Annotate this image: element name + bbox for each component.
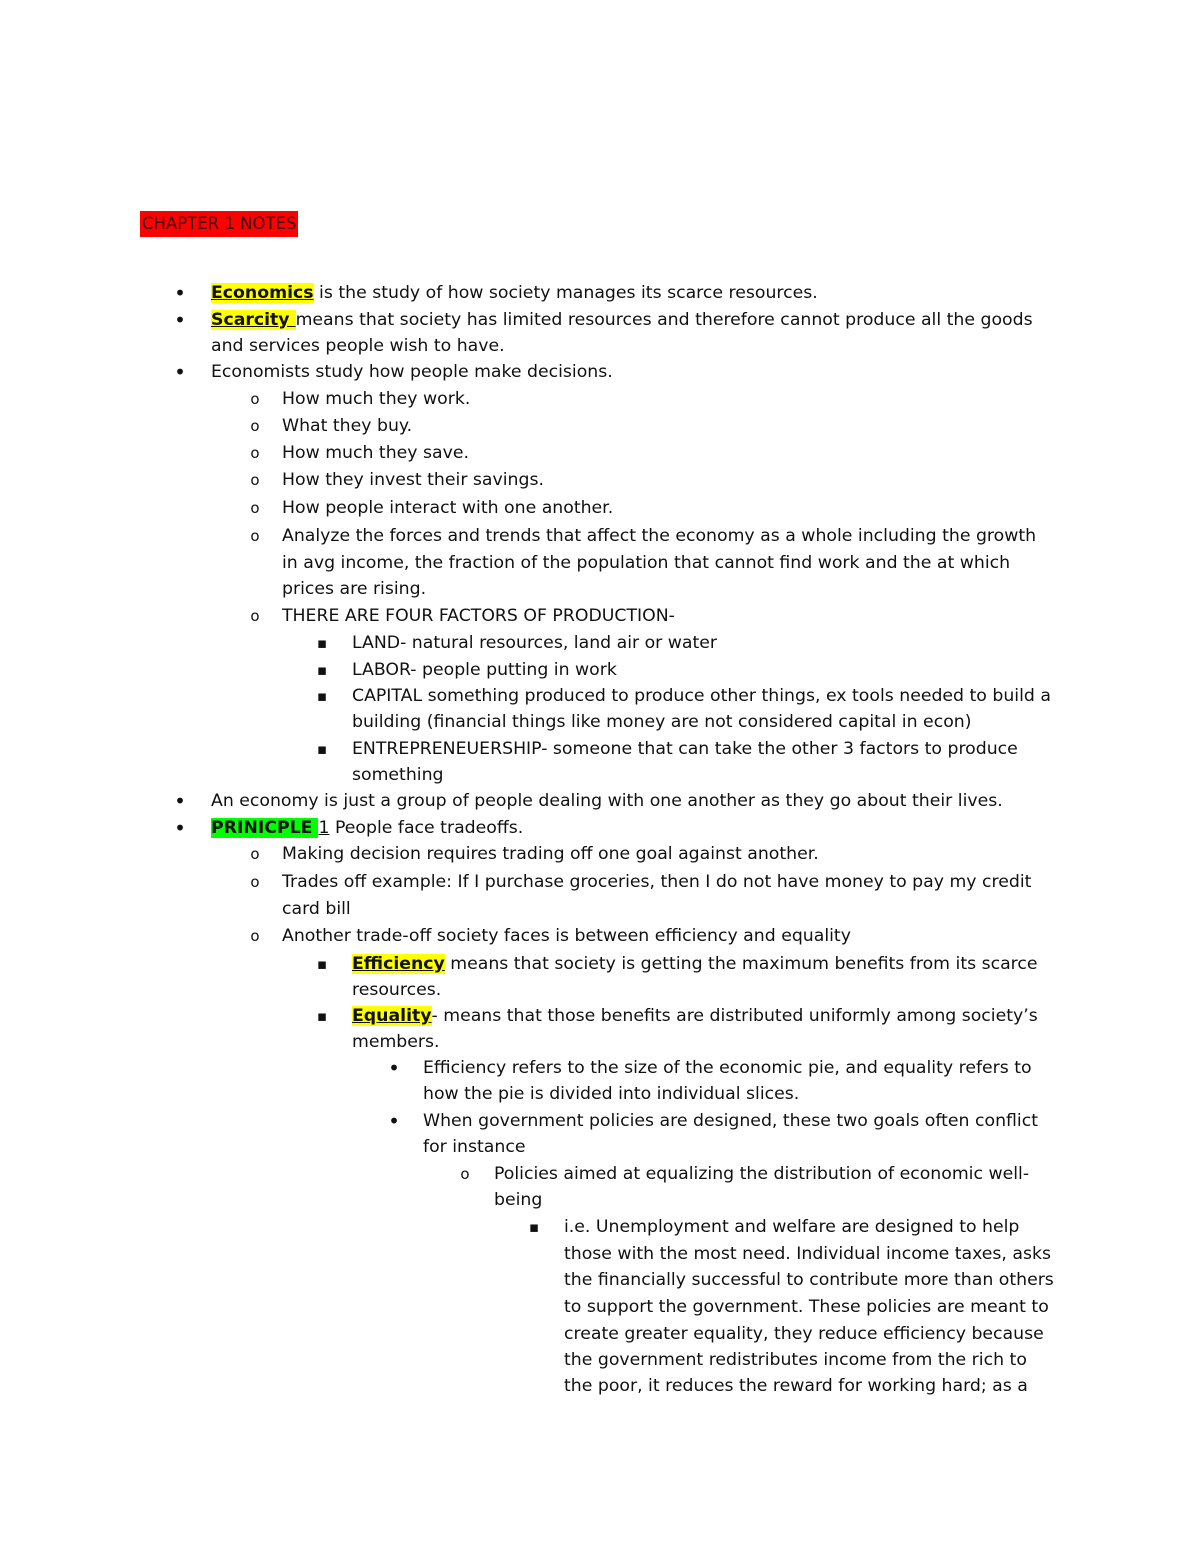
note-line bbox=[564, 1268, 1054, 1292]
square-bullet-icon bbox=[312, 684, 332, 708]
note-text: Making decision requires trading off one goal against another. bbox=[282, 844, 819, 864]
circle-bullet-icon bbox=[245, 524, 265, 548]
note-text: Economists study how people make decisions. bbox=[211, 362, 613, 382]
note-text: and services people wish to have. bbox=[211, 336, 505, 356]
note-text: LAND- natural resources, land air or water bbox=[352, 633, 718, 653]
note-line bbox=[423, 1082, 799, 1106]
note-line bbox=[423, 1135, 525, 1159]
note-line bbox=[352, 1030, 440, 1054]
square-bullet-icon bbox=[312, 631, 332, 655]
note-text: in avg income, the fraction of the population that cannot find work and the at which bbox=[282, 553, 1011, 573]
note-text: card bill bbox=[282, 899, 351, 919]
note-text: ENTREPRENEUERSHIP- someone that can take the other 3 factors to produce bbox=[352, 739, 1018, 759]
note-line bbox=[211, 789, 1003, 813]
note-line bbox=[211, 816, 523, 840]
note-line bbox=[352, 684, 1051, 708]
note-text: something bbox=[352, 765, 444, 785]
note-line bbox=[282, 551, 1010, 575]
principle-label: PRINICPLE bbox=[211, 818, 319, 838]
note-line bbox=[211, 308, 1033, 332]
note-line bbox=[352, 952, 1038, 976]
note-text: How they invest their savings. bbox=[282, 470, 544, 490]
note-line bbox=[282, 924, 851, 948]
note-text: When government policies are designed, these two goals often conflict bbox=[423, 1111, 1038, 1131]
note-line bbox=[564, 1242, 1051, 1266]
note-text: create greater equality, they reduce efficiency because bbox=[564, 1324, 1044, 1344]
note-line bbox=[282, 577, 426, 601]
note-text: An economy is just a group of people dealing with one another as they go about their lives. bbox=[211, 791, 1003, 811]
circle-bullet-icon bbox=[245, 924, 265, 948]
highlighted-term: Efficiency bbox=[352, 954, 445, 974]
circle-bullet-icon bbox=[455, 1162, 475, 1186]
note-text: How people interact with one another. bbox=[282, 498, 614, 518]
bullet-icon bbox=[384, 1109, 404, 1133]
page-title: CHAPTER 1 NOTES bbox=[140, 211, 298, 237]
bullet-icon bbox=[170, 281, 190, 305]
circle-bullet-icon bbox=[245, 870, 265, 894]
highlighted-term: Equality bbox=[352, 1006, 432, 1026]
circle-bullet-icon bbox=[245, 604, 265, 628]
note-line bbox=[423, 1056, 1032, 1080]
note-line bbox=[564, 1295, 1049, 1319]
note-line bbox=[352, 763, 444, 787]
note-text: prices are rising. bbox=[282, 579, 427, 599]
note-text: the government redistributes income from the rich to bbox=[564, 1350, 1027, 1370]
note-line bbox=[352, 710, 971, 734]
note-text: People face tradeoffs. bbox=[329, 818, 524, 838]
note-text: Analyze the forces and trends that affect the economy as a whole including the growth bbox=[282, 526, 1037, 546]
square-bullet-icon bbox=[312, 658, 332, 682]
highlighted-term: Economics bbox=[211, 283, 314, 303]
note-text: means that society is getting the maximum benefits from its scarce bbox=[444, 954, 1038, 974]
bullet-icon bbox=[170, 816, 190, 840]
note-text: What they buy. bbox=[282, 416, 413, 436]
note-line bbox=[423, 1109, 1038, 1133]
circle-bullet-icon bbox=[245, 842, 265, 866]
note-text: is the study of how society manages its scarce resources. bbox=[313, 283, 818, 303]
principle-number: 1 bbox=[318, 818, 330, 838]
note-line bbox=[352, 737, 1018, 761]
note-line bbox=[282, 897, 351, 921]
note-text: Efficiency refers to the size of the economic pie, and equality refers to bbox=[423, 1058, 1032, 1078]
note-text: means that society has limited resources and therefore cannot produce all the goods bbox=[295, 310, 1033, 330]
note-line bbox=[211, 281, 818, 305]
square-bullet-icon bbox=[524, 1215, 544, 1239]
circle-bullet-icon bbox=[245, 468, 265, 492]
note-line bbox=[564, 1348, 1027, 1372]
bullet-icon bbox=[170, 360, 190, 384]
note-text: How much they work. bbox=[282, 389, 471, 409]
circle-bullet-icon bbox=[245, 441, 265, 465]
note-text: CAPITAL something produced to produce other things, ex tools needed to build a bbox=[352, 686, 1051, 706]
note-text: the financially successful to contribute more than others bbox=[564, 1270, 1054, 1290]
note-text: Another trade-off society faces is between efficiency and equality bbox=[282, 926, 851, 946]
note-line bbox=[282, 842, 819, 866]
note-text: being bbox=[494, 1190, 543, 1210]
note-line bbox=[564, 1374, 1028, 1398]
note-text: those with the most need. Individual income taxes, asks bbox=[564, 1244, 1052, 1264]
note-line bbox=[352, 631, 717, 655]
note-text: i.e. Unemployment and welfare are designed to help bbox=[564, 1217, 1020, 1237]
note-text: how the pie is divided into individual slices. bbox=[423, 1084, 800, 1104]
note-line bbox=[211, 334, 505, 358]
note-text: - means that those benefits are distributed uniformly among society’s bbox=[431, 1006, 1038, 1026]
note-line bbox=[352, 658, 617, 682]
bullet-icon bbox=[384, 1056, 404, 1080]
note-text: to support the government. These policies are meant to bbox=[564, 1297, 1049, 1317]
note-line bbox=[282, 441, 469, 465]
note-line bbox=[352, 978, 441, 1002]
note-line bbox=[352, 1004, 1038, 1028]
note-line bbox=[211, 360, 613, 384]
note-line bbox=[282, 414, 412, 438]
circle-bullet-icon bbox=[245, 496, 265, 520]
note-line bbox=[564, 1215, 1019, 1239]
note-line bbox=[494, 1188, 542, 1212]
note-text: LABOR- people putting in work bbox=[352, 660, 617, 680]
note-line bbox=[282, 496, 613, 520]
square-bullet-icon bbox=[312, 952, 332, 976]
note-line bbox=[282, 468, 544, 492]
note-line bbox=[282, 604, 675, 628]
note-line bbox=[282, 870, 1031, 894]
bullet-icon bbox=[170, 308, 190, 332]
bullet-icon bbox=[170, 789, 190, 813]
square-bullet-icon bbox=[312, 1004, 332, 1028]
circle-bullet-icon bbox=[245, 414, 265, 438]
note-line bbox=[282, 387, 470, 411]
note-text: How much they save. bbox=[282, 443, 469, 463]
note-text: for instance bbox=[423, 1137, 526, 1157]
highlighted-term: Scarcity bbox=[211, 310, 296, 330]
note-line bbox=[564, 1322, 1044, 1346]
note-text: Policies aimed at equalizing the distribution of economic well- bbox=[494, 1164, 1030, 1184]
note-text: members. bbox=[352, 1032, 440, 1052]
square-bullet-icon bbox=[312, 737, 332, 761]
note-text: the poor, it reduces the reward for working hard; as a bbox=[564, 1376, 1028, 1396]
circle-bullet-icon bbox=[245, 387, 265, 411]
note-text: building (financial things like money are not considered capital in econ) bbox=[352, 712, 972, 732]
note-text: resources. bbox=[352, 980, 442, 1000]
note-line bbox=[494, 1162, 1029, 1186]
note-text: Trades off example: If I purchase groceries, then I do not have money to pay my credit bbox=[282, 872, 1032, 892]
note-text: THERE ARE FOUR FACTORS OF PRODUCTION- bbox=[282, 606, 675, 626]
note-line bbox=[282, 524, 1036, 548]
